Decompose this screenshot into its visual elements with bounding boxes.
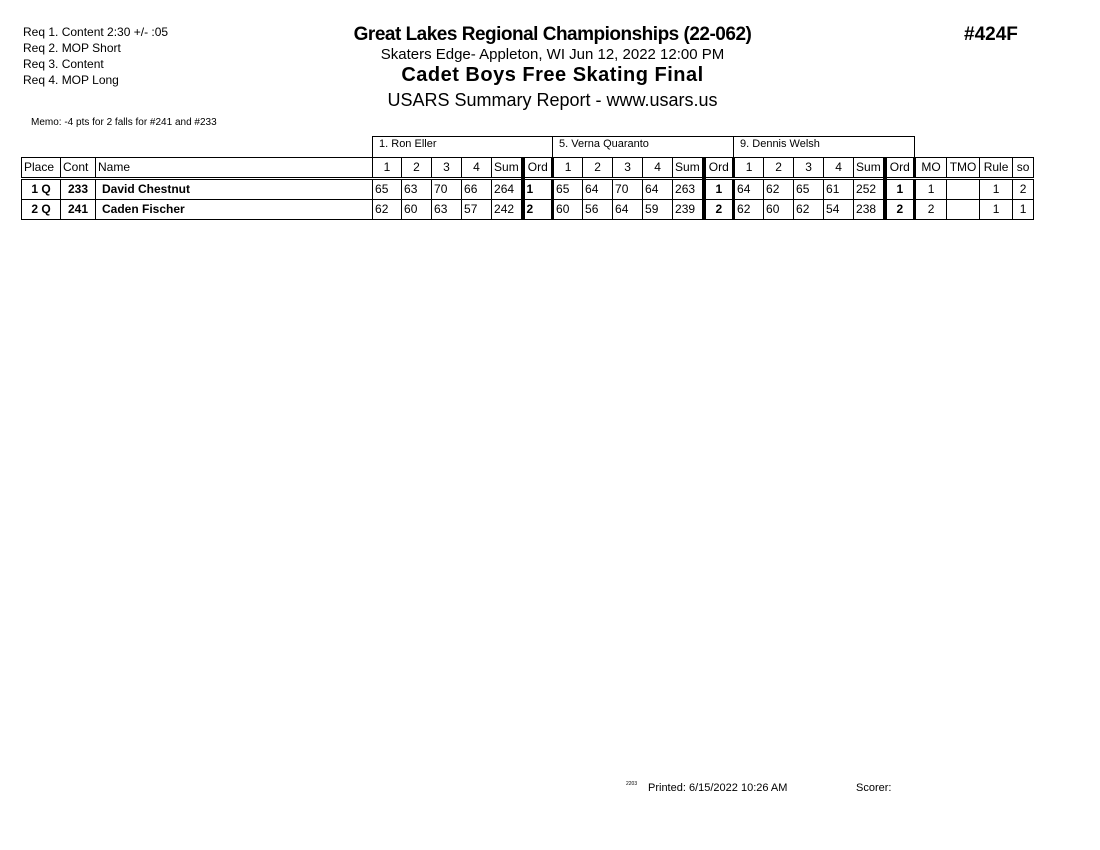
so: 1 (1013, 200, 1034, 220)
rule: 1 (980, 200, 1013, 220)
ordinal: 1 (704, 179, 734, 200)
score: 66 (462, 179, 492, 200)
header-row (22, 158, 1034, 179)
memo: Memo: -4 pts for 2 falls for #241 and #233 (31, 117, 217, 128)
ordinal: 2 (885, 200, 915, 220)
col-j1-sum: Sum (492, 158, 523, 179)
location-date: Skaters Edge- Appleton, WI Jun 12, 2022 12:00 PM (380, 46, 725, 63)
contestant-number: 233 (61, 179, 96, 200)
table-row (22, 179, 1034, 200)
col-j3-4: 4 (824, 158, 854, 179)
score: 70 (432, 179, 462, 200)
table-row (22, 200, 1034, 220)
tmo (947, 179, 980, 200)
col-j2-4: 4 (643, 158, 673, 179)
sum: 238 (854, 200, 885, 220)
col-j1-ord: Ord (523, 158, 553, 179)
sum: 242 (492, 200, 523, 220)
score: 64 (613, 200, 643, 220)
requirement-1: Req 1. Content 2:30 +/- :05 (23, 25, 169, 39)
ordinal: 2 (523, 200, 553, 220)
col-place: Place (22, 158, 61, 179)
col-so: so (1013, 158, 1034, 179)
score: 60 (553, 200, 583, 220)
col-cont: Cont (61, 158, 96, 179)
col-j1-3: 3 (432, 158, 462, 179)
score: 62 (764, 179, 794, 200)
requirement-4: Req 4. MOP Long (23, 73, 119, 87)
judge-2-name: 5. Verna Quaranto (553, 137, 734, 158)
sum: 263 (673, 179, 704, 200)
col-j1-4: 4 (462, 158, 492, 179)
col-tmo: TMO (947, 158, 980, 179)
score: 70 (613, 179, 643, 200)
col-j2-ord: Ord (704, 158, 734, 179)
competition-title: Great Lakes Regional Championships (22-062) (353, 24, 752, 45)
event-code: #424F (964, 24, 1018, 45)
tmo (947, 200, 980, 220)
event-name: Cadet Boys Free Skating Final (401, 64, 704, 86)
skater-name: David Chestnut (96, 179, 373, 200)
score: 59 (643, 200, 673, 220)
score: 54 (824, 200, 854, 220)
col-j2-3: 3 (613, 158, 643, 179)
scorer-label: Scorer: (856, 782, 892, 794)
ordinal: 1 (523, 179, 553, 200)
score: 63 (432, 200, 462, 220)
score: 60 (402, 200, 432, 220)
col-j1-2: 2 (402, 158, 432, 179)
score: 65 (373, 179, 402, 200)
score: 56 (583, 200, 613, 220)
skater-name: Caden Fischer (96, 200, 373, 220)
report-title: USARS Summary Report - www.usars.us (387, 90, 718, 110)
place: 1 Q (22, 179, 61, 200)
col-rule: Rule (980, 158, 1013, 179)
col-j1-1: 1 (373, 158, 402, 179)
score: 64 (643, 179, 673, 200)
score: 60 (764, 200, 794, 220)
score: 63 (402, 179, 432, 200)
col-j2-1: 1 (553, 158, 583, 179)
requirement-2: Req 2. MOP Short (23, 41, 121, 55)
col-j3-2: 2 (764, 158, 794, 179)
sum: 264 (492, 179, 523, 200)
ordinal: 2 (704, 200, 734, 220)
score: 57 (462, 200, 492, 220)
mo: 2 (915, 200, 947, 220)
judge-3-name: 9. Dennis Welsh (734, 137, 915, 158)
score: 65 (553, 179, 583, 200)
score: 65 (794, 179, 824, 200)
score: 62 (734, 200, 764, 220)
ordinal: 1 (885, 179, 915, 200)
col-mo: MO (915, 158, 947, 179)
col-j3-sum: Sum (854, 158, 885, 179)
sum: 252 (854, 179, 885, 200)
col-j3-3: 3 (794, 158, 824, 179)
score: 64 (734, 179, 764, 200)
printed-date: Printed: 6/15/2022 10:26 AM (648, 782, 788, 794)
judge-1-name: 1. Ron Eller (373, 137, 553, 158)
rule: 1 (980, 179, 1013, 200)
col-j3-ord: Ord (885, 158, 915, 179)
score: 62 (794, 200, 824, 220)
score: 61 (824, 179, 854, 200)
requirement-3: Req 3. Content (23, 57, 104, 71)
score: 64 (583, 179, 613, 200)
col-name: Name (96, 158, 373, 179)
mo: 1 (915, 179, 947, 200)
sum: 239 (673, 200, 704, 220)
footer-code: 2203 (626, 781, 638, 787)
col-j3-1: 1 (734, 158, 764, 179)
col-j2-sum: Sum (673, 158, 704, 179)
so: 2 (1013, 179, 1034, 200)
contestant-number: 241 (61, 200, 96, 220)
score: 62 (373, 200, 402, 220)
results-table (21, 136, 1034, 220)
place: 2 Q (22, 200, 61, 220)
col-j2-2: 2 (583, 158, 613, 179)
